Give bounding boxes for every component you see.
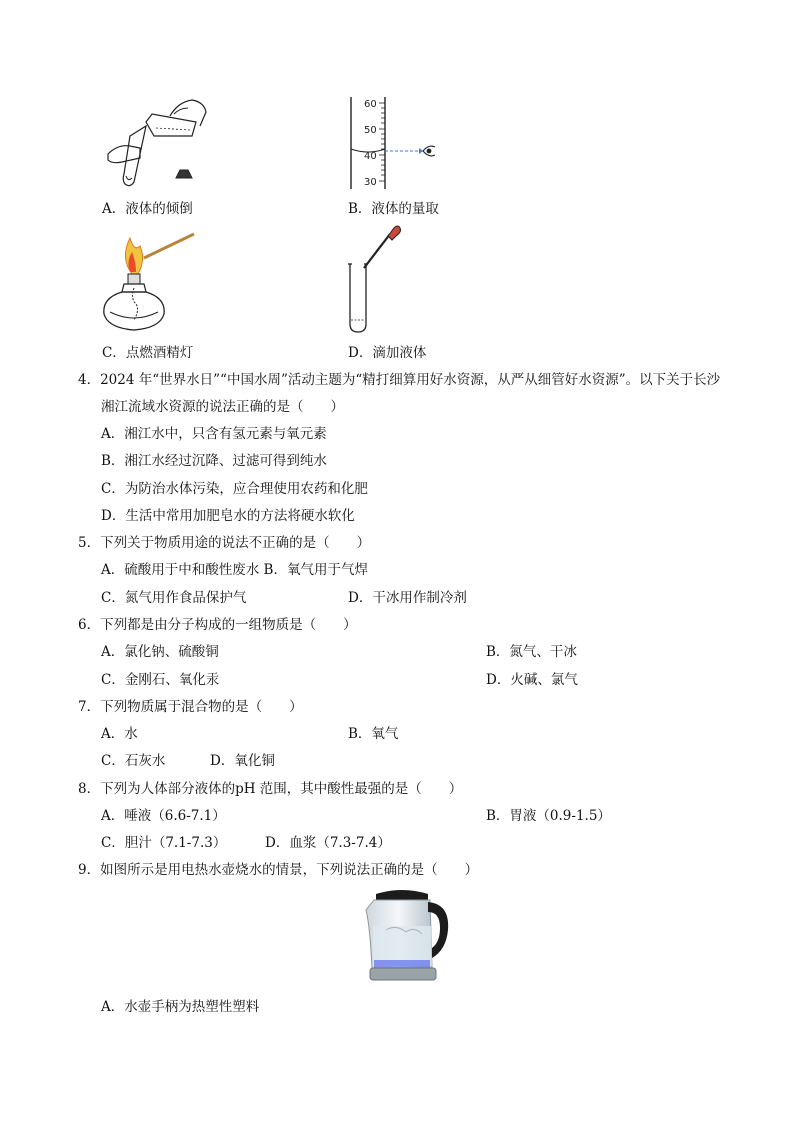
option-b-label: B．液体的量取	[348, 201, 439, 217]
q4-option-d: D．生活中常用加肥皂水的方法将硬水软化	[101, 508, 355, 524]
measuring-cylinder-figure	[345, 95, 440, 191]
q8-option-a: A．唾液（6.6-7.1）	[101, 808, 226, 824]
option-d-label: D．滴加液体	[348, 345, 427, 361]
q8-stem: 8．下列为人体部分液体的pH 范围，其中酸性最强的是（ ）	[78, 781, 463, 797]
q9-option-a: A．水壶手柄为热塑性塑料	[101, 999, 260, 1015]
q6-option-c: C．金刚石、氧化汞	[101, 672, 220, 688]
q8-option-c: C．胆汁（7.1-7.3）	[101, 835, 227, 851]
scale-tick-30: 30	[364, 177, 377, 188]
scale-tick-50: 50	[364, 125, 377, 136]
q4-stem-line2: 湘江流域水资源的说法正确的是（ ）	[101, 399, 344, 415]
pouring-liquid-figure	[100, 96, 210, 188]
q6-option-d: D．火碱、氯气	[486, 672, 578, 688]
q6-option-a: A．氯化钠、硫酸铜	[101, 644, 219, 660]
q8-option-d: D．血浆（7.3-7.4）	[265, 835, 391, 851]
electric-kettle-figure	[362, 886, 454, 986]
scale-tick-40: 40	[364, 151, 377, 162]
option-a-label: A．液体的倾倒	[102, 201, 193, 217]
q7-option-c: C．石灰水	[101, 753, 166, 769]
option-c-label: C．点燃酒精灯	[102, 345, 194, 361]
dropping-liquid-figure	[340, 224, 410, 334]
q8-option-b: B．胃液（0.9-1.5）	[486, 808, 611, 824]
q5-stem: 5．下列关于物质用途的说法不正确的是（ ）	[78, 535, 371, 551]
q5-option-d: D．干冰用作制冷剂	[348, 590, 467, 606]
q9-stem: 9．如图所示是用电热水壶烧水的情景，下列说法正确的是（ ）	[78, 862, 479, 878]
q6-option-b: B．氮气、干冰	[486, 644, 577, 660]
q7-stem: 7．下列物质属于混合物的是（ ）	[78, 699, 303, 715]
q4-option-b: B．湘江水经过沉降、过滤可得到纯水	[101, 453, 327, 469]
q7-option-a: A．水	[101, 726, 138, 742]
q6-stem: 6．下列都是由分子构成的一组物质是（ ）	[78, 617, 357, 633]
alcohol-lamp-figure	[100, 228, 200, 334]
q4-stem-line1: 4．2024 年“世界水日”“中国水周”活动主题为“精打细算用好水资源，从严从细管好水资源”。以下关于长沙	[78, 372, 721, 388]
q4-option-c: C．为防治水体污染，应合理使用农药和化肥	[101, 481, 368, 497]
scale-tick-60: 60	[364, 99, 377, 110]
q5-option-c: C．氮气用作食品保护气	[101, 590, 247, 606]
q7-option-b: B．氧气	[348, 726, 399, 742]
q5-option-ab: A．硫酸用于中和酸性废水 B．氧气用于气焊	[101, 562, 368, 578]
q7-option-d: D．氧化铜	[210, 753, 275, 769]
q4-option-a: A．湘江水中，只含有氢元素与氧元素	[101, 426, 327, 442]
